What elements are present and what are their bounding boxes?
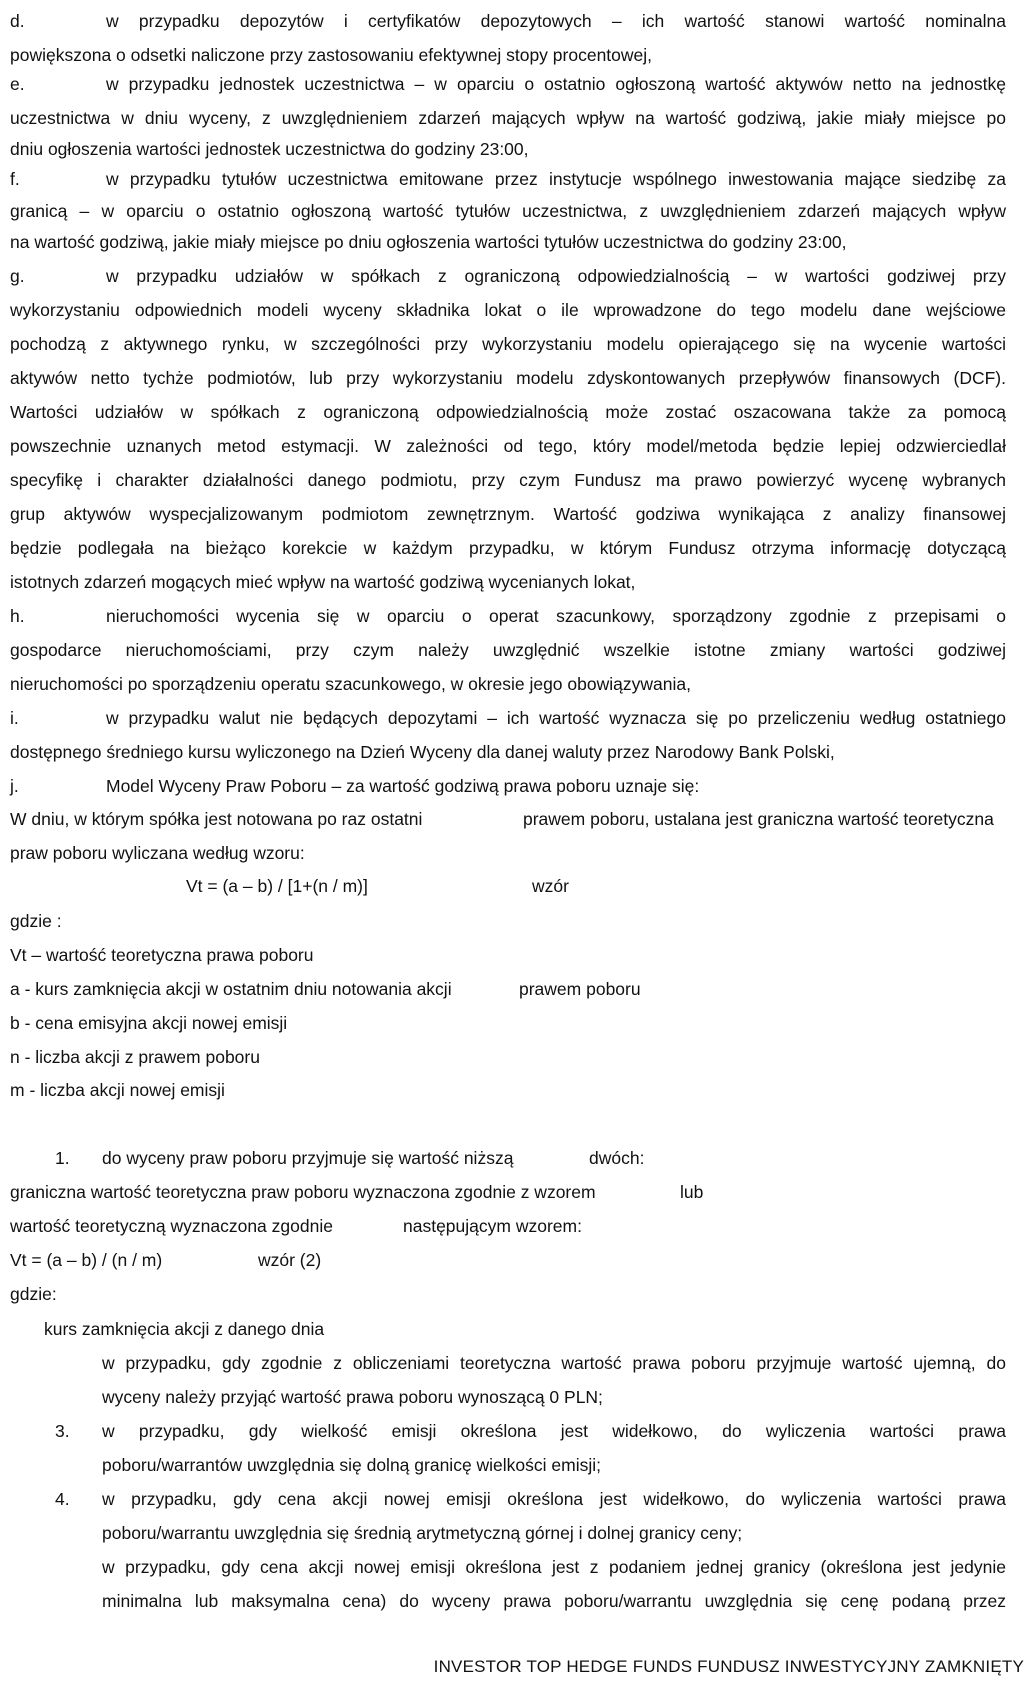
rule-3-line-1: w przypadku, gdy wielkość emisji określona jest widełkowo, do wyliczenia wartości prawa xyxy=(102,1421,1006,1441)
item-f-line-3: na wartość godziwą, jakie miały miejsce po dniu ogłoszenia wartości tytułów uczestnictwa do godziny 23:00, xyxy=(10,232,847,252)
item-f-line-2: granicą – w oparciu o ostatnio ogłoszoną wartość tytułów uczestnictwa, z uwzględnieniem zdarzeń mających wpływ xyxy=(10,201,1006,221)
item-d-line-1: w przypadku depozytów i certyfikatów depozytowych – ich wartość stanowi wartość nominalna xyxy=(106,11,1006,31)
rule-intro-part-2: prawem poboru, ustalana jest graniczna wartość teoretyczna xyxy=(523,809,994,829)
item-h-marker: h. xyxy=(10,606,25,626)
item-e-line-1: w przypadku jednostek uczestnictwa – w oparciu o ostatnio ogłoszoną wartość aktywów netto na jednostkę xyxy=(106,74,1006,94)
item-e-line-2: uczestnictwa w dniu wyceny, z uwzględnieniem zdarzeń mających wpływ na wartość godziwą, jakie miały miejsce po xyxy=(10,108,1006,128)
item-g-line-10: istotnych zdarzeń mogących mieć wpływ na wartość godziwą wycenianych lokat, xyxy=(10,572,636,592)
rule-1-option-2-part-2: następującym wzorem: xyxy=(403,1216,582,1236)
item-h-line-2: gospodarce nieruchomościami, przy czym należy uwzględnić wszelkie istotne zmiany wartości godziwej xyxy=(10,640,1006,660)
rule-4-line-1: w przypadku, gdy cena akcji nowej emisji określona jest widełkowo, do wyliczenia wartości prawa xyxy=(102,1489,1006,1509)
rule-1-a-definition: kurs zamknięcia akcji z danego dnia xyxy=(44,1319,325,1339)
formula-1: Vt = (a – b) / [1+(n / m)] xyxy=(186,876,368,896)
item-f-marker: f. xyxy=(10,169,20,189)
rule-4-number: 4. xyxy=(55,1489,70,1509)
item-g-line-3: pochodzą z aktywnego rynku, w szczególności przy wykorzystaniu modelu opierającego się na wycenie wartości xyxy=(10,334,1006,354)
legend-b: b - cena emisyjna akcji nowej emisji xyxy=(10,1013,288,1033)
item-i-line-2: dostępnego średniego kursu wyliczonego na Dzień Wyceny dla danej waluty przez Narodowy Bank Polski, xyxy=(10,742,835,762)
rule-1-option-1: graniczna wartość teoretyczna praw poboru wyznaczona zgodnie z wzorem xyxy=(10,1182,596,1202)
formula-2-label: wzór (2) xyxy=(258,1250,322,1270)
item-e-marker: e. xyxy=(10,74,25,94)
legend-vt: Vt – wartość teoretyczna prawa poboru xyxy=(10,945,314,965)
rule-4-line-2: poboru/warrantu uwzględnia się średnią arytmetyczną górnej i dolnej granicy ceny; xyxy=(102,1523,743,1543)
legend-a-part-1: a - kurs zamknięcia akcji w ostatnim dniu notowania akcji xyxy=(10,979,452,999)
rule-intro-part-1: W dniu, w którym spółka jest notowana po raz ostatni xyxy=(10,809,423,829)
item-g-line-5: Wartości udziałów w spółkach z ograniczoną odpowiedzialnością może zostać oszacowana także za pomocą xyxy=(10,402,1006,422)
item-g-line-9: będzie podlegała na bieżąco korekcie w każdym przypadku, w którym Fundusz otrzyma informację dotyczącą xyxy=(10,538,1006,558)
item-g-line-6: powszechnie uznanych metod estymacji. W zależności od tego, który model/metoda będzie lepiej odzwierciedlał xyxy=(10,436,1006,456)
item-g-line-8: grup aktywów wyspecjalizowanym podmiotom zewnętrznym. Wartość godziwa wynikająca z analizy finansowej xyxy=(10,504,1006,524)
item-e-line-3: dniu ogłoszenia wartości jednostek uczestnictwa do godziny 23:00, xyxy=(10,139,529,159)
rule-5-line-2: minimalna lub maksymalna cena) do wyceny prawa poboru/warrantu uwzględnia się cenę podaną przez xyxy=(102,1591,1006,1611)
item-g-line-7: specyfikę i charakter działalności danego podmiotu, przy czym Fundusz ma prawo powierzyć wycenę wybranych xyxy=(10,470,1006,490)
rule-2-line-2: wyceny należy przyjąć wartość prawa poboru wynoszącą 0 PLN; xyxy=(102,1387,603,1407)
item-d-line-2: powiększona o odsetki naliczone przy zastosowaniu efektywnej stopy procentowej, xyxy=(10,45,653,65)
formula-2: Vt = (a – b) / (n / m) xyxy=(10,1250,163,1270)
document-footer: INVESTOR TOP HEDGE FUNDS FUNDUSZ INWESTYCYJNY ZAMKNIĘTY xyxy=(433,1657,1024,1676)
item-g-marker: g. xyxy=(10,266,25,286)
formula-1-label: wzór xyxy=(532,876,569,896)
rule-intro-line-2: praw poboru wyliczana według wzoru: xyxy=(10,843,305,863)
legend-a-part-2: prawem poboru xyxy=(519,979,641,999)
item-i-marker: i. xyxy=(10,708,19,728)
rule-1-option-2-part-1: wartość teoretyczną wyznaczona zgodnie xyxy=(10,1216,333,1236)
item-f-line-1: w przypadku tytułów uczestnictwa emitowane przez instytucje wspólnego inwestowania mające siedzibę za xyxy=(106,169,1006,189)
legend-gdzie: gdzie : xyxy=(10,911,62,931)
item-h-line-3: nieruchomości po sporządzeniu operatu szacunkowego, w okresie jego obowiązywania, xyxy=(10,674,691,694)
item-h-line-1: nieruchomości wycenia się w oparciu o operat szacunkowy, sporządzony zgodnie z przepisami o xyxy=(106,606,1006,626)
rule-1-option-1-end: lub xyxy=(680,1182,704,1202)
item-d-marker: d. xyxy=(10,11,25,31)
rule-3-number: 3. xyxy=(55,1421,70,1441)
item-g-line-2: wykorzystaniu odpowiednich modeli wyceny składnika lokat o ile wprowadzone do tego modelu dane wejściowe xyxy=(10,300,1006,320)
item-j-marker: j. xyxy=(10,776,19,796)
item-g-line-1: w przypadku udziałów w spółkach z ograniczoną odpowiedzialnością – w wartości godziwej przy xyxy=(106,266,1006,286)
rule-1-part-2: dwóch: xyxy=(589,1148,645,1168)
legend-n: n - liczba akcji z prawem poboru xyxy=(10,1047,260,1067)
rule-1-number: 1. xyxy=(55,1148,70,1168)
rule-3-line-2: poboru/warrantów uwzględnia się dolną granicę wielkości emisji; xyxy=(102,1455,601,1475)
item-i-line-1: w przypadku walut nie będących depozytami – ich wartość wyznacza się po przeliczeniu według ostatniego xyxy=(106,708,1006,728)
legend-m: m - liczba akcji nowej emisji xyxy=(10,1080,225,1100)
rule-1-part-1: do wyceny praw poboru przyjmuje się wartość niższą xyxy=(102,1148,514,1168)
rule-2-line-1: w przypadku, gdy zgodnie z obliczeniami teoretyczna wartość prawa poboru przyjmuje wartość ujemną, do xyxy=(102,1353,1006,1373)
rule-5-line-1: w przypadku, gdy cena akcji nowej emisji określona jest z podaniem jednej granicy (określona jest jedynie xyxy=(102,1557,1006,1577)
item-g-line-4: aktywów netto tychże podmiotów, lub przy wykorzystaniu modelu zdyskontowanych przepływów finansowych (DCF). xyxy=(10,368,1006,388)
rule-1-gdzie: gdzie: xyxy=(10,1284,57,1304)
item-j-heading: Model Wyceny Praw Poboru – za wartość godziwą prawa poboru uznaje się: xyxy=(106,776,700,796)
